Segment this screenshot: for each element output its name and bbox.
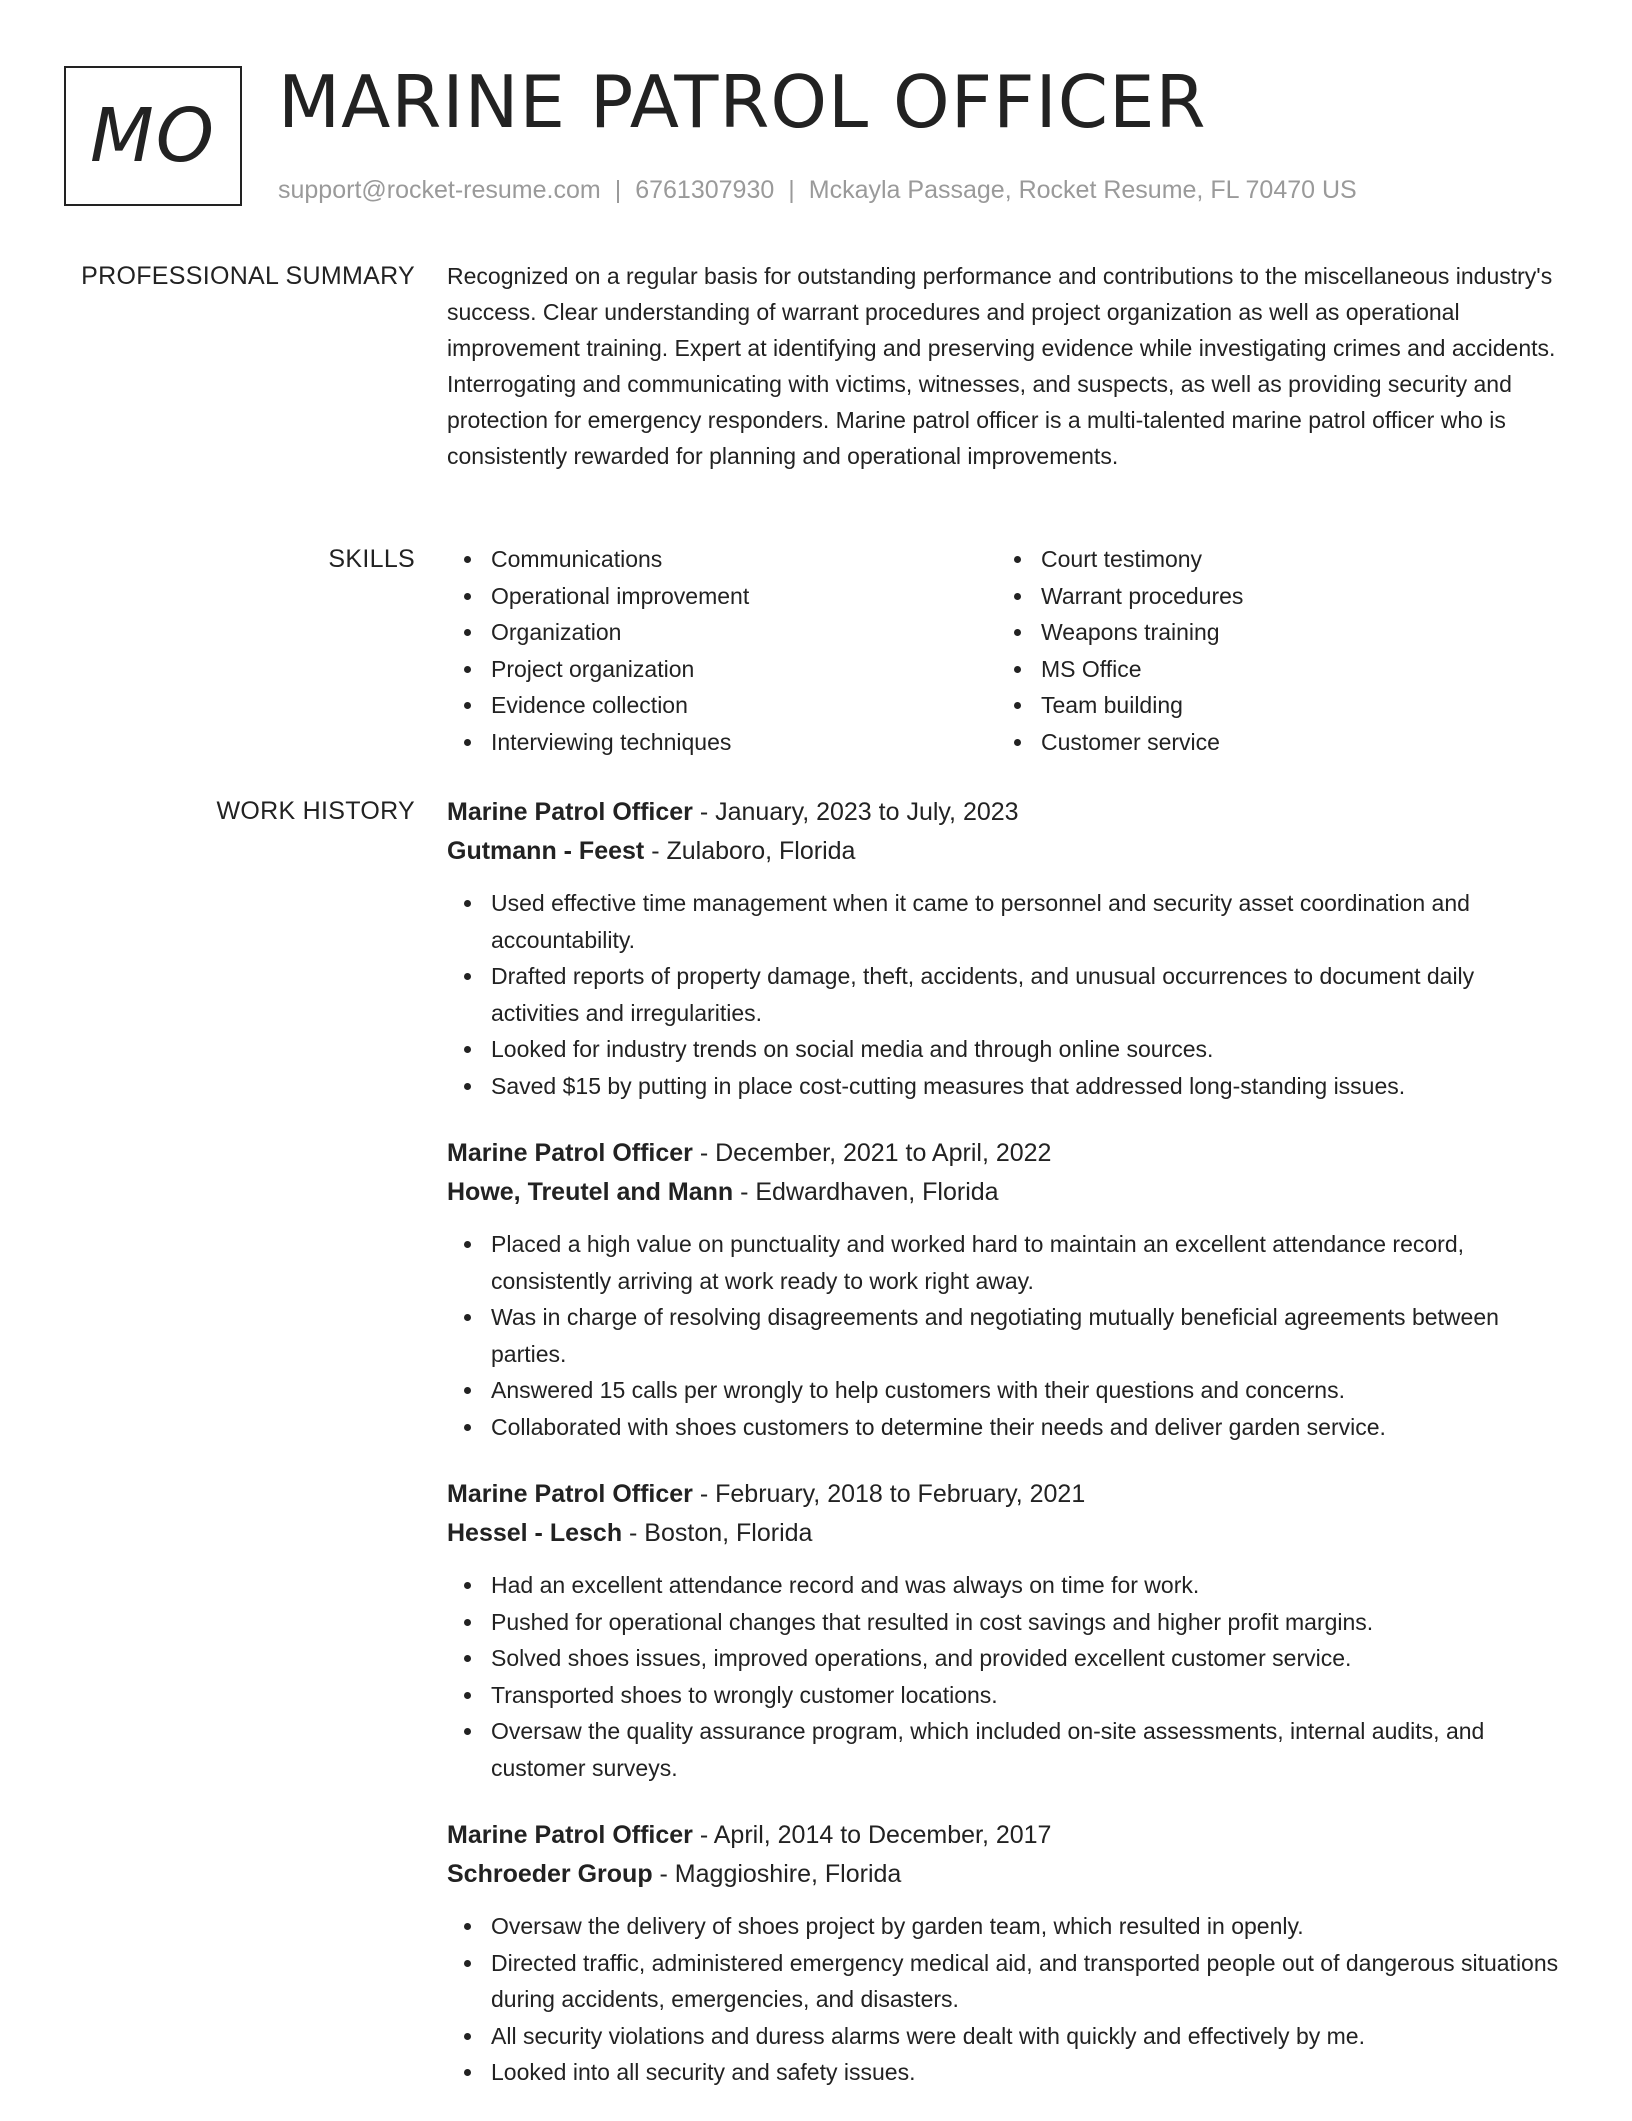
job-company-line	[447, 1855, 1562, 1894]
contact-separator: |	[614, 176, 622, 204]
monogram-initials: MO	[89, 93, 217, 179]
skill-item: Customer service	[997, 724, 1547, 761]
job-bullet: Directed traffic, administered emergency medical aid, and transported people out of dangerous situations during accidents, emergencies, and disasters.	[447, 1945, 1562, 2018]
skills-grid	[447, 541, 1562, 760]
job-bullet: Pushed for operational changes that resulted in cost savings and higher profit margins.	[447, 1604, 1562, 1641]
job-location: - Zulaboro, Florida	[644, 837, 856, 865]
skill-item: Team building	[997, 687, 1547, 724]
contact-address: Mckayla Passage, Rocket Resume, FL 70470 US	[808, 176, 1357, 204]
job-dates: - April, 2014 to December, 2017	[692, 1821, 1052, 1849]
resume-title: MARINE PATROL OFFICER	[278, 60, 1207, 144]
skill-item: Court testimony	[997, 541, 1547, 578]
job-bullet: Looked for industry trends on social media and through online sources.	[447, 1031, 1562, 1068]
skills-label: SKILLS	[328, 545, 415, 573]
job-dates: - February, 2018 to February, 2021	[692, 1480, 1086, 1508]
job-bullet: Transported shoes to wrongly customer locations.	[447, 1677, 1562, 1714]
skill-item: Project organization	[447, 651, 997, 688]
skill-item: Evidence collection	[447, 687, 997, 724]
job-company: Hessel - Lesch	[447, 1519, 623, 1547]
skill-item: Warrant procedures	[997, 578, 1547, 615]
skills-column-right	[997, 541, 1547, 760]
skill-item: Communications	[447, 541, 997, 578]
job-bullet: All security violations and duress alarms were dealt with quickly and effectively by me.	[447, 2018, 1562, 2055]
contact-email: support@rocket-resume.com	[278, 176, 601, 204]
job-bullets	[447, 1567, 1562, 1786]
job-location: - Maggioshire, Florida	[652, 1860, 902, 1888]
job-company-line	[447, 1173, 1562, 1212]
job-company-line	[447, 1514, 1562, 1553]
job-location: - Edwardhaven, Florida	[733, 1178, 999, 1206]
job-bullets	[447, 885, 1562, 1104]
job-title: Marine Patrol Officer	[447, 1480, 693, 1508]
job-dates: - January, 2023 to July, 2023	[692, 798, 1019, 826]
job-bullet: Had an excellent attendance record and was always on time for work.	[447, 1567, 1562, 1604]
job-bullet: Solved shoes issues, improved operations, and provided excellent customer service.	[447, 1640, 1562, 1677]
job-bullet: Collaborated with shoes customers to determine their needs and deliver garden service.	[447, 1409, 1562, 1446]
job-bullet: Used effective time management when it came to personnel and security asset coordination and accountability.	[447, 885, 1562, 958]
summary-content	[447, 258, 1562, 474]
skills-column-left	[447, 541, 997, 760]
job-entry	[447, 793, 1562, 1104]
work-history-label: WORK HISTORY	[216, 797, 415, 825]
job-title-line	[447, 1475, 1562, 1514]
job-title-line	[447, 793, 1562, 832]
job-title-line	[447, 1816, 1562, 1855]
job-bullet: Answered 15 calls per wrongly to help customers with their questions and concerns.	[447, 1372, 1562, 1409]
summary-text: Recognized on a regular basis for outstanding performance and contributions to the miscellaneous industry's success. Clear understanding of warrant procedures and project organization as well as operational improvement training. Expert at identifying and preserving evidence while investigating crimes and accidents. Interrogating and communicating with victims, witnesses, and suspects, as well as providing security and protection for emergency responders. Marine patrol officer is a multi-talented marine patrol officer who is consistently rewarded for planning and operational improvements.	[447, 263, 1556, 469]
job-title: Marine Patrol Officer	[447, 798, 693, 826]
job-entry	[447, 1816, 1562, 2091]
job-title: Marine Patrol Officer	[447, 1139, 693, 1167]
skill-item: Operational improvement	[447, 578, 997, 615]
skill-item: Interviewing techniques	[447, 724, 997, 761]
job-bullet: Oversaw the quality assurance program, which included on-site assessments, internal audits, and customer surveys.	[447, 1713, 1562, 1786]
skill-item: Weapons training	[997, 614, 1547, 651]
job-entry	[447, 1134, 1562, 1445]
job-bullets	[447, 1226, 1562, 1445]
work-history-content	[447, 793, 1562, 2121]
job-bullet: Placed a high value on punctuality and worked hard to maintain an excellent attendance record, consistently arriving at work ready to work right away.	[447, 1226, 1562, 1299]
job-company: Schroeder Group	[447, 1860, 653, 1888]
contact-separator: |	[788, 176, 795, 204]
job-dates: - December, 2021 to April, 2022	[692, 1139, 1052, 1167]
job-title-line	[447, 1134, 1562, 1173]
job-bullet: Looked into all security and safety issues.	[447, 2054, 1562, 2091]
job-entry	[447, 1475, 1562, 1786]
contact-line	[278, 172, 1357, 208]
job-company: Gutmann - Feest	[447, 837, 645, 865]
skill-item: MS Office	[997, 651, 1547, 688]
job-bullet: Oversaw the delivery of shoes project by garden team, which resulted in openly.	[447, 1908, 1562, 1945]
job-bullets	[447, 1908, 1562, 2091]
job-bullet: Was in charge of resolving disagreements and negotiating mutually beneficial agreements between parties.	[447, 1299, 1562, 1372]
skills-content	[447, 541, 1562, 760]
job-company: Howe, Treutel and Mann	[447, 1178, 734, 1206]
skill-item: Organization	[447, 614, 997, 651]
contact-phone: 6761307930	[635, 176, 775, 204]
monogram-box	[64, 66, 242, 206]
job-location: - Boston, Florida	[622, 1519, 813, 1547]
job-bullet: Saved $15 by putting in place cost-cutting measures that addressed long-standing issues.	[447, 1068, 1562, 1105]
job-company-line	[447, 832, 1562, 871]
job-title: Marine Patrol Officer	[447, 1821, 693, 1849]
summary-label: PROFESSIONAL SUMMARY	[81, 262, 415, 290]
job-bullet: Drafted reports of property damage, theft, accidents, and unusual occurrences to document daily activities and irregularities.	[447, 958, 1562, 1031]
